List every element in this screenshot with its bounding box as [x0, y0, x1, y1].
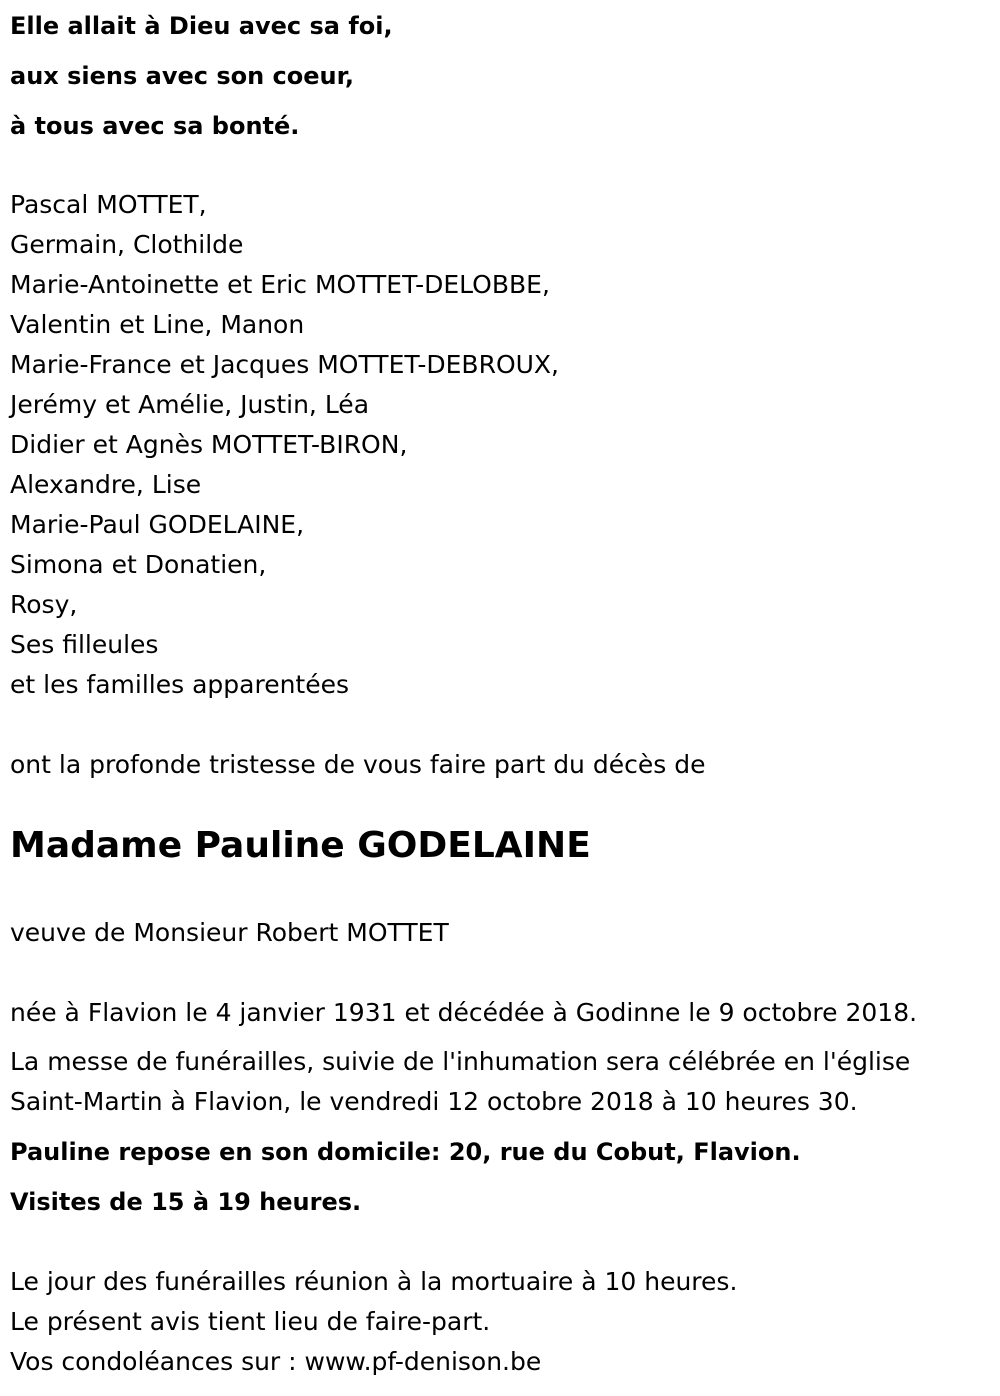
funeral-line: La messe de funérailles, suivie de l'inhumation sera célébrée en l'église	[10, 1047, 911, 1076]
epitaph-line: aux siens avec son coeur,	[10, 62, 355, 90]
closing-line: Le présent avis tient lieu de faire-part.	[10, 1307, 491, 1336]
announcement-text: ont la profonde tristesse de vous faire part du décès de	[10, 750, 706, 779]
closing-line: Le jour des funérailles réunion à la mortuaire à 10 heures.	[10, 1267, 738, 1296]
condolences-line: Vos condoléances sur : www.pf-denison.be	[10, 1347, 542, 1376]
family-line: Marie-Antoinette et Eric MOTTET-DELOBBE,	[10, 270, 550, 299]
epitaph-line: à tous avec sa bonté.	[10, 112, 300, 140]
family-line: Jerémy et Amélie, Justin, Léa	[10, 390, 370, 419]
family-line: Rosy,	[10, 590, 78, 619]
family-line: Ses filleules	[10, 630, 159, 659]
family-line: Alexandre, Lise	[10, 470, 202, 499]
family-line: Marie-Paul GODELAINE,	[10, 510, 305, 539]
family-line: Pascal MOTTET,	[10, 190, 207, 219]
birth-death-text: née à Flavion le 4 janvier 1931 et décédée à Godinne le 9 octobre 2018.	[10, 998, 918, 1027]
rest-place-text: Pauline repose en son domicile: 20, rue du Cobut, Flavion.	[10, 1138, 801, 1166]
family-line: Didier et Agnès MOTTET-BIRON,	[10, 430, 408, 459]
deceased-name: Madame Pauline GODELAINE	[10, 825, 591, 866]
epitaph-line: Elle allait à Dieu avec sa foi,	[10, 12, 393, 40]
family-line: Germain, Clothilde	[10, 230, 244, 259]
visits-text: Visites de 15 à 19 heures.	[10, 1188, 362, 1216]
family-line: Simona et Donatien,	[10, 550, 267, 579]
family-line: Valentin et Line, Manon	[10, 310, 305, 339]
funeral-line: Saint-Martin à Flavion, le vendredi 12 octobre 2018 à 10 heures 30.	[10, 1087, 858, 1116]
widow-of-text: veuve de Monsieur Robert MOTTET	[10, 918, 449, 947]
family-line: et les familles apparentées	[10, 670, 350, 699]
family-line: Marie-France et Jacques MOTTET-DEBROUX,	[10, 350, 559, 379]
